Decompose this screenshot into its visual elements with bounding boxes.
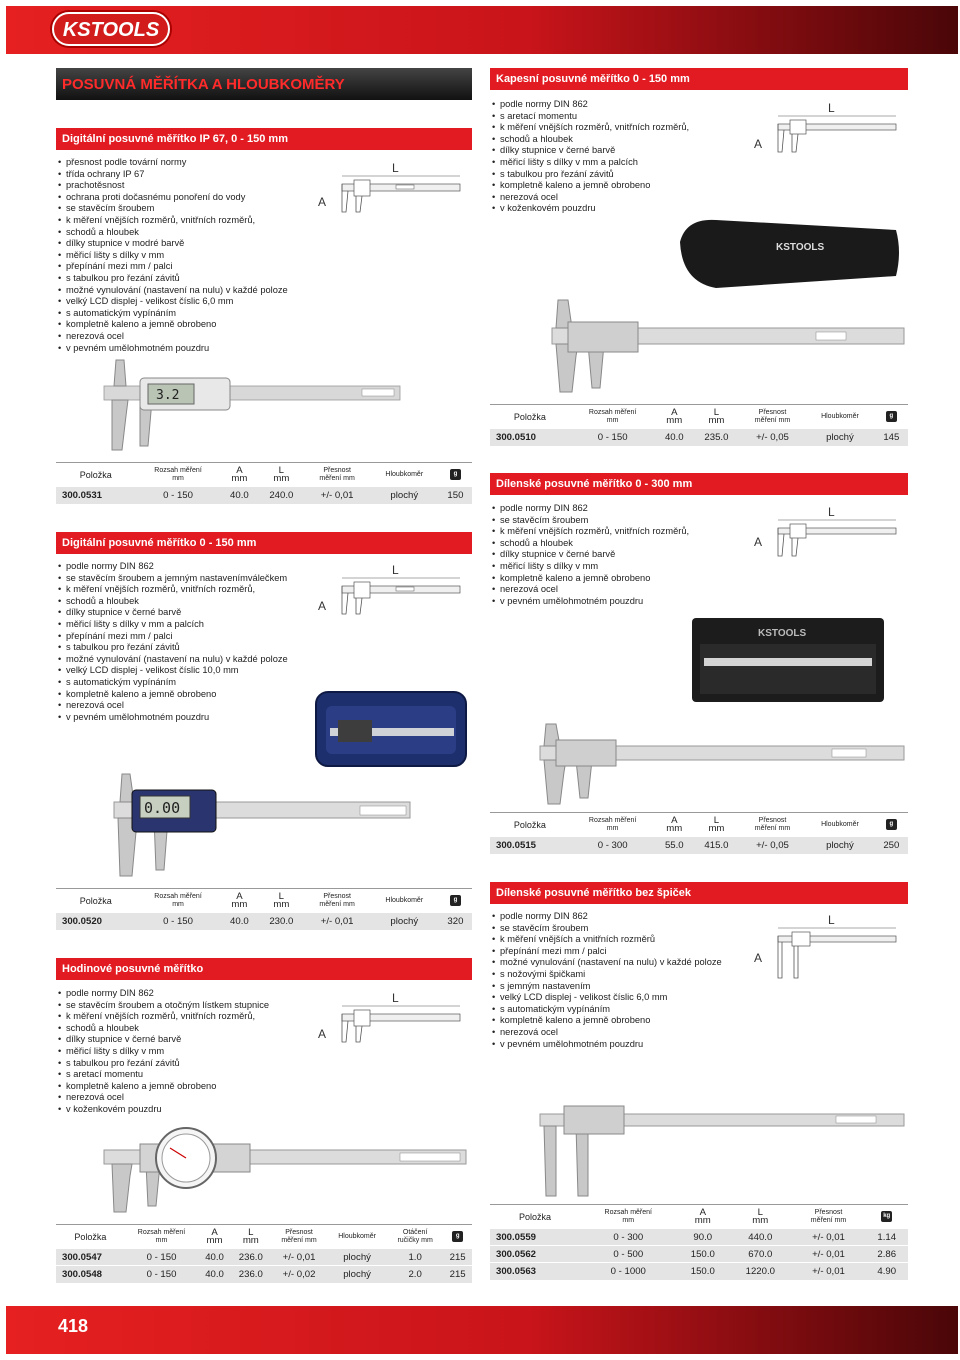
caliper-dimension-diagram	[312, 988, 462, 1048]
feature-item: • dílky stupnice v černé barvě	[492, 145, 742, 157]
feature-item: • nerezová ocel	[58, 1092, 308, 1104]
section-title-workshop: Dílenské posuvné měřítko 0 - 300 mm	[490, 473, 908, 495]
lcd-reading: 0.00	[144, 799, 181, 817]
bottom-brand-band	[6, 1306, 958, 1354]
feature-item: • přepínání mezi mm / palci	[58, 631, 308, 643]
spec-table-dial: Položka Rozsah měření mm A mm L mm Přesnost měření mm Hloubkoměr Otáčení ručičky mm g 300.0547 0 - 150 40.0 236.0 +/- 0,01 plochý 1.0 215 300.0548 0 - 150 40.0 236.0 +/- 0,02 plochý 2.0 215	[56, 1224, 472, 1283]
feature-item: • k měření vnějších a vnitřních rozměrů	[492, 934, 742, 946]
feature-item: • dílky stupnice v černé barvě	[58, 1034, 308, 1046]
table-row: 300.0559 0 - 300 90.0 440.0 +/- 0,01 1.14	[490, 1229, 908, 1246]
lcd-reading: 3.2	[156, 388, 180, 403]
digital-ip67-caliper-photo	[100, 356, 410, 456]
feature-item: • velký LCD displej - velikost číslic 6,0 mm	[492, 992, 742, 1004]
feature-item: • kompletně kaleno a jemně obrobeno	[58, 1081, 308, 1093]
col-l: L mm	[258, 463, 304, 487]
feature-item: • se stavěcím šroubem	[492, 923, 742, 935]
svg-text:L: L	[828, 101, 835, 115]
feature-item: • v pevném umělohmotném pouzdru	[58, 343, 308, 355]
section-title-dial: Hodinové posuvné měřítko	[56, 958, 472, 980]
feature-item: • s automatickým vypínáním	[492, 1004, 742, 1016]
feature-item: • dílky stupnice v modré barvě	[58, 238, 308, 250]
feature-item: • k měření vnějších rozměrů, vnitřních rozměrů,	[492, 122, 742, 134]
feature-item: • v koženkovém pouzdru	[58, 1104, 308, 1116]
weight-icon: g	[452, 1231, 463, 1242]
table-row: 300.0547 0 - 150 40.0 236.0 +/- 0,01 plochý 1.0 215	[56, 1249, 472, 1266]
feature-item: • nerezová ocel	[58, 331, 308, 343]
feature-list-digital-ip67	[58, 157, 308, 354]
caliper-dimension-diagram	[748, 912, 898, 982]
feature-item: • podle normy DIN 862	[492, 503, 742, 515]
feature-item: • v pevném umělohmotném pouzdru	[492, 1039, 742, 1051]
table-row: 300.0531 0 - 150 40.0 240.0 +/- 0,01 plochý 150	[56, 487, 472, 504]
feature-item: • přepínání mezi mm / palci	[492, 946, 742, 958]
weight-icon: g	[886, 411, 897, 422]
pocket-caliper-photo	[548, 296, 908, 396]
kstools-logo: KSTOOLS	[52, 12, 170, 46]
feature-item: • měřicí lišty s dílky v mm	[58, 250, 308, 262]
feature-item: • se stavěcím šroubem a jemným nastavenímválečkem	[58, 573, 308, 585]
table-row: 300.0510 0 - 150 40.0 235.0 +/- 0,05 plochý 145	[490, 429, 908, 446]
feature-item: • možné vynulování (nastavení na nulu) v každé poloze	[58, 285, 308, 297]
feature-item: • měřicí lišty s dílky v mm	[492, 561, 742, 573]
feature-item: • s tabulkou pro řezání závitů	[58, 642, 308, 654]
feature-item: • měřicí lišty s dílky v mm	[58, 1046, 308, 1058]
section-title-digital-ip67: Digitální posuvné měřítko IP 67, 0 - 150 mm	[56, 128, 472, 150]
feature-item: • s aretací momentu	[492, 111, 742, 123]
diagram-label-a: A	[318, 195, 327, 209]
caliper-dimension-diagram	[312, 562, 462, 622]
digital-150-caliper-photo	[110, 772, 420, 882]
feature-item: • kompletně kaleno a jemně obrobeno	[492, 1015, 742, 1027]
feature-item: • s tabulkou pro řezání závitů	[58, 273, 308, 285]
black-case-photo	[688, 614, 888, 706]
feature-item: • s tabulkou pro řezání závitů	[492, 169, 742, 181]
spec-table-workshop: Položka Rozsah měření mm A mm L mm Přesnost měření mm Hloubkoměr g 300.0515 0 - 300 55.0 415.0 +/- 0,05 plochý 250	[490, 812, 908, 854]
caliper-dimension-diagram	[748, 504, 898, 564]
spec-table-digital-150: Položka Rozsah měření mm A mm L mm Přesnost měření mm Hloubkoměr g 300.0520 0 - 150 40.0 230.0 +/- 0,01 plochý 320	[56, 888, 472, 930]
feature-item: • v pevném umělohmotném pouzdru	[492, 596, 742, 608]
table-row: 300.0520 0 - 150 40.0 230.0 +/- 0,01 plochý 320	[56, 913, 472, 930]
feature-item: • s jemným nastavením	[492, 981, 742, 993]
diagram-label-l: L	[392, 161, 399, 175]
svg-text:A: A	[754, 535, 763, 549]
col-depth: Hloubkoměr	[370, 463, 439, 487]
page-number: 418	[58, 1316, 89, 1336]
feature-list-workshop-no-tips	[492, 911, 742, 1050]
section-title-pocket: Kapesní posuvné měřítko 0 - 150 mm	[490, 68, 908, 90]
feature-item: • dílky stupnice v černé barvě	[492, 549, 742, 561]
feature-item: • kompletně kaleno a jemně obrobeno	[492, 180, 742, 192]
blue-case-photo	[312, 688, 472, 770]
feature-item: • třída ochrany IP 67	[58, 169, 308, 181]
feature-item: • přepínání mezi mm / palci	[58, 261, 308, 273]
table-row: 300.0515 0 - 300 55.0 415.0 +/- 0,05 plochý 250	[490, 837, 908, 854]
feature-item: • nerezová ocel	[58, 700, 308, 712]
spec-table-workshop-no-tips: Položka Rozsah měření mm A mm L mm Přesnost měření mm kg 300.0559 0 - 300 90.0 440.0 +/- 0,01 1.14 300.0562 0 - 500 150.0 670.0 +/- 0,01 2.86 300.0563 0 - 1000 150.0 1220.0 +/- 0,01 4.90	[490, 1204, 908, 1280]
feature-item: • v koženkovém pouzdru	[492, 203, 742, 215]
feature-item: • podle normy DIN 862	[492, 99, 742, 111]
col-range: Rozsah měření mm	[135, 463, 220, 487]
svg-text:L: L	[828, 913, 835, 927]
caliper-dimension-diagram	[312, 160, 462, 220]
weight-icon: g	[450, 469, 461, 480]
feature-item: • schodů a hloubek	[58, 227, 308, 239]
col-accuracy: Přesnost měření mm	[305, 463, 370, 487]
feature-item: • velký LCD displej - velikost číslic 6,0 mm	[58, 296, 308, 308]
feature-item: • podle normy DIN 862	[492, 911, 742, 923]
section-title-digital-150: Digitální posuvné měřítko 0 - 150 mm	[56, 532, 472, 554]
feature-item: • k měření vnějších rozměrů, vnitřních rozměrů,	[58, 1011, 308, 1023]
feature-item: • k měření vnějších rozměrů, vnitřních rozměrů,	[492, 526, 742, 538]
feature-item: • k měření vnějších rozměrů, vnitřních rozměrů,	[58, 584, 308, 596]
feature-list-workshop	[492, 503, 742, 607]
feature-item: • kompletně kaleno a jemně obrobeno	[58, 319, 308, 331]
feature-item: • s nožovými špičkami	[492, 969, 742, 981]
feature-item: • prachotěsnost	[58, 180, 308, 192]
svg-text:L: L	[828, 505, 835, 519]
feature-item: • měřicí lišty s dílky v mm a palcích	[492, 157, 742, 169]
svg-text:L: L	[392, 563, 399, 577]
dial-caliper-photo	[100, 1120, 470, 1216]
feature-item: • kompletně kaleno a jemně obrobeno	[58, 689, 308, 701]
feature-list-dial	[58, 988, 308, 1116]
feature-item: • se stavěcím šroubem a otočným lístkem stupnice	[58, 1000, 308, 1012]
leatherette-pouch-photo	[676, 212, 906, 294]
spec-table-pocket: Položka Rozsah měření mm A mm L mm Přesnost měření mm Hloubkoměr g 300.0510 0 - 150 40.0 235.0 +/- 0,05 plochý 145	[490, 404, 908, 446]
table-row: 300.0562 0 - 500 150.0 670.0 +/- 0,01 2.86	[490, 1246, 908, 1263]
feature-item: • v pevném umělohmotném pouzdru	[58, 712, 308, 724]
feature-item: • schodů a hloubek	[492, 538, 742, 550]
feature-item: • nerezová ocel	[492, 1027, 742, 1039]
feature-item: • nerezová ocel	[492, 584, 742, 596]
svg-text:A: A	[318, 599, 327, 613]
svg-text:A: A	[754, 137, 763, 151]
feature-item: • dílky stupnice v černé barvě	[58, 607, 308, 619]
workshop-no-tips-caliper-photo	[536, 1080, 908, 1200]
feature-item: • nerezová ocel	[492, 192, 742, 204]
table-row: 300.0548 0 - 150 40.0 236.0 +/- 0,02 plochý 2.0 215	[56, 1266, 472, 1283]
feature-item: • s automatickým vypínáním	[58, 308, 308, 320]
feature-item: • možné vynulování (nastavení na nulu) v každé poloze	[492, 957, 742, 969]
feature-item: • podle normy DIN 862	[58, 561, 308, 573]
table-row: 300.0563 0 - 1000 150.0 1220.0 +/- 0,01 4.90	[490, 1263, 908, 1280]
feature-item: • podle normy DIN 862	[58, 988, 308, 1000]
feature-item: • schodů a hloubek	[492, 134, 742, 146]
feature-item: • velký LCD displej - velikost číslic 10,0 mm	[58, 665, 308, 677]
svg-text:L: L	[392, 991, 399, 1005]
feature-list-pocket	[492, 99, 742, 215]
feature-item: • měřicí lišty s dílky v mm a palcích	[58, 619, 308, 631]
svg-text:A: A	[318, 1027, 327, 1041]
weight-icon: g	[886, 819, 897, 830]
feature-item: • se stavěcím šroubem	[58, 203, 308, 215]
weight-icon: g	[450, 895, 461, 906]
feature-list-digital-150	[58, 561, 308, 723]
col-item: Položka	[56, 463, 135, 487]
caliper-dimension-diagram	[748, 100, 898, 160]
workshop-caliper-photo	[536, 720, 908, 806]
feature-item: • se stavěcím šroubem	[492, 515, 742, 527]
col-weight	[439, 463, 472, 487]
svg-text:A: A	[754, 951, 763, 965]
pouch-brand: KSTOOLS	[776, 242, 825, 253]
page-title: POSUVNÁ MĚŘÍTKA A HLOUBKOMĚRY	[56, 68, 472, 100]
feature-item: • přesnost podle tovární normy	[58, 157, 308, 169]
feature-item: • s tabulkou pro řezání závitů	[58, 1058, 308, 1070]
feature-item: • s automatickým vypínáním	[58, 677, 308, 689]
feature-item: • k měření vnějších rozměrů, vnitřních rozměrů,	[58, 215, 308, 227]
section-title-workshop-no-tips: Dílenské posuvné měřítko bez špiček	[490, 882, 908, 904]
weight-icon: kg	[881, 1211, 892, 1222]
col-a: A mm	[221, 463, 259, 487]
feature-item: • možné vynulování (nastavení na nulu) v každé poloze	[58, 654, 308, 666]
feature-item: • kompletně kaleno a jemně obrobeno	[492, 573, 742, 585]
feature-item: • ochrana proti dočasnému ponoření do vody	[58, 192, 308, 204]
feature-item: • schodů a hloubek	[58, 1023, 308, 1035]
feature-item: • s aretací momentu	[58, 1069, 308, 1081]
spec-table-digital-ip67	[56, 462, 472, 504]
feature-item: • schodů a hloubek	[58, 596, 308, 608]
case-brand: KSTOOLS	[758, 628, 807, 639]
